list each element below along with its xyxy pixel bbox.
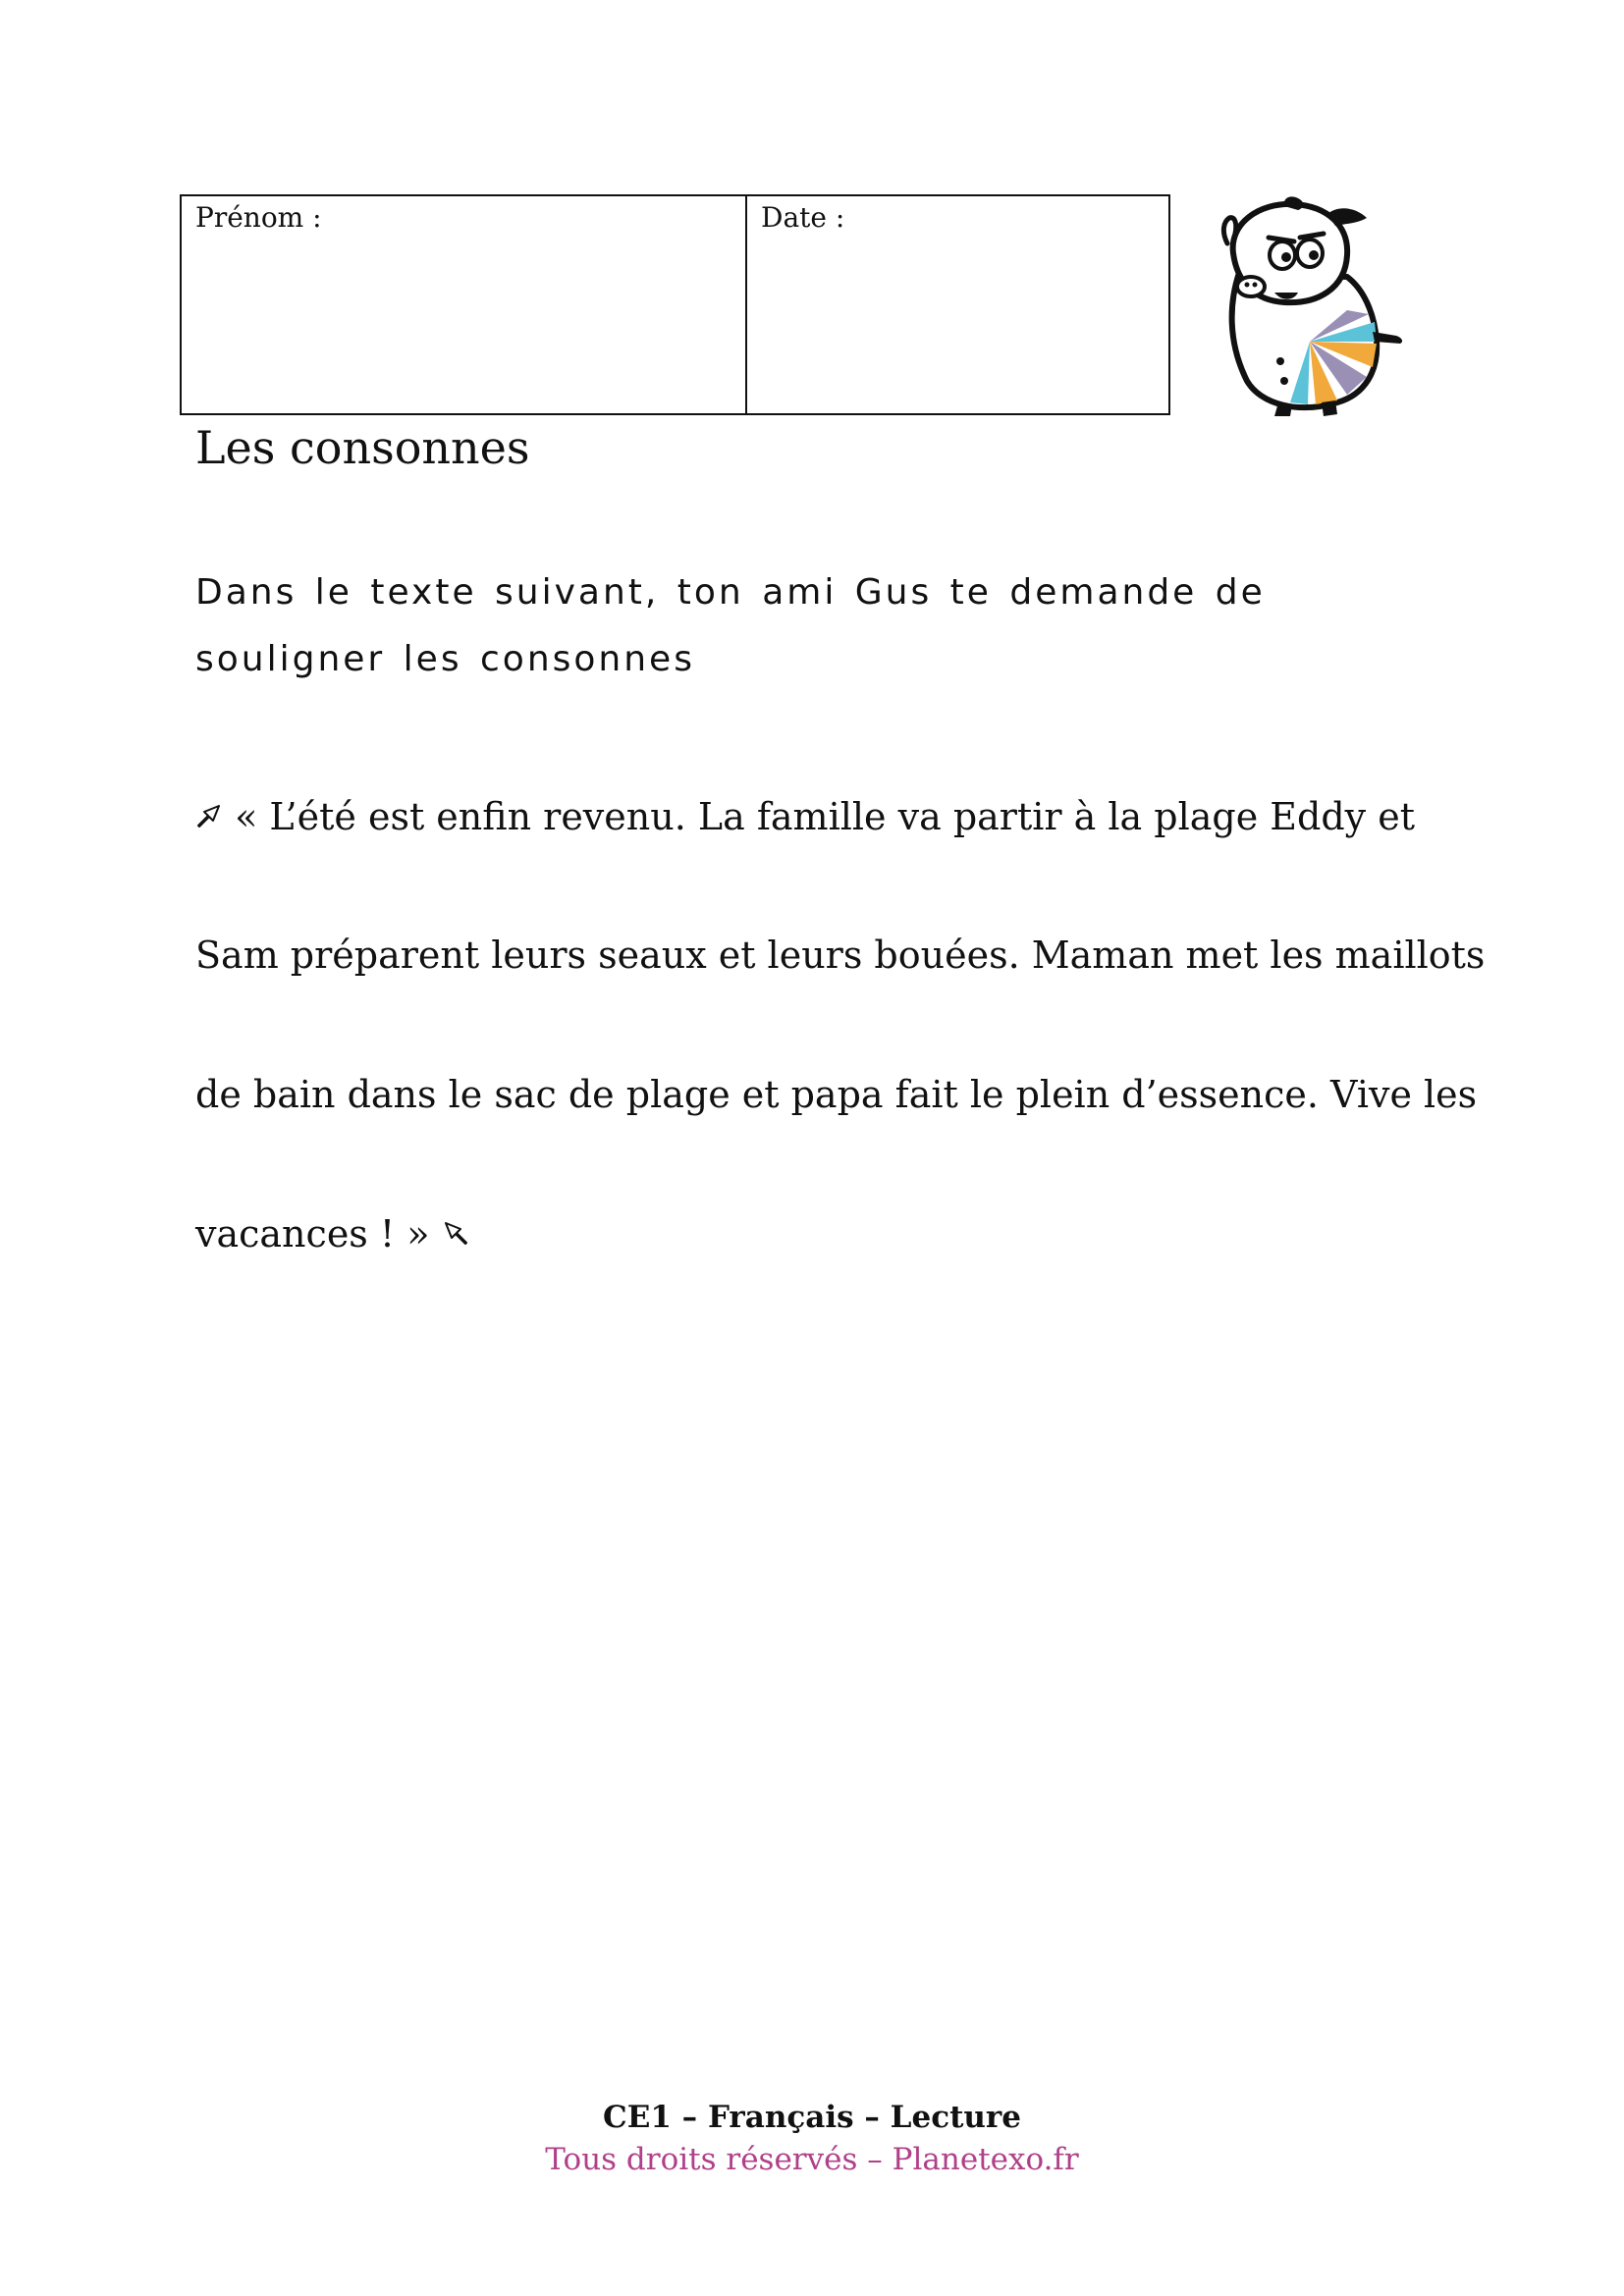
reading-line-text: « L’été est enfin revenu. La famille va partir à la plage Eddy et: [235, 795, 1415, 838]
page-title: Les consonnes: [195, 421, 530, 474]
reading-line: [195, 932, 1485, 979]
student-info-table: [180, 194, 1170, 415]
sheep-mascot-icon: [1200, 194, 1418, 420]
date-field[interactable]: [747, 196, 1168, 413]
reading-line: [195, 1210, 469, 1257]
prenom-label: Prénom :: [195, 201, 322, 234]
reading-line: [195, 793, 1415, 840]
right-arrow-icon: [195, 793, 223, 840]
date-label: Date :: [761, 201, 845, 234]
exercise-instruction: Dans le texte suivant, ton ami Gus te demande de souligner les consonnes: [195, 572, 1266, 679]
reading-line-text: vacances ! »: [195, 1212, 430, 1255]
prenom-field[interactable]: [182, 196, 747, 413]
reading-line: [195, 1071, 1477, 1118]
footer-level: CE1 – Français – Lecture: [603, 2100, 1021, 2135]
reading-line-text: de bain dans le sac de plage et papa fait le plein d’essence. Vive les: [195, 1073, 1478, 1116]
footer-copyright: Tous droits réservés – Planetexo.fr: [545, 2142, 1079, 2177]
reading-line-text: Sam préparent leurs seaux et leurs bouées. Maman met les maillots: [195, 934, 1486, 977]
left-arrow-icon: [442, 1210, 469, 1257]
